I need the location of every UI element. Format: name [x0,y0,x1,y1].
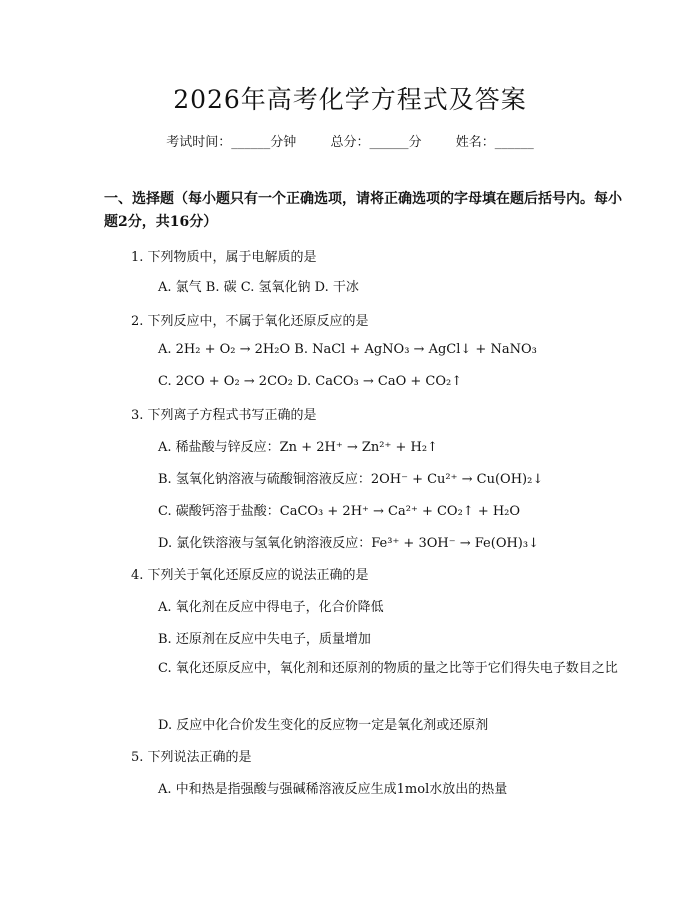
question-stem: 1. 下列物质中，属于电解质的是 [131,250,317,265]
question-option: D. 反应中化合价发生变化的反应物一定是氧化剂或还原剂 [158,718,489,733]
section-heading: 一、选择题（每小题只有一个正确选项，请将正确选项的字母填在题后括号内。每小题2分，共16分） [104,191,622,230]
question-option: A. 中和热是指强酸与强碱稀溶液反应生成1mol水放出的热量 [158,782,508,797]
exam-time: 考试时间：______分钟 [166,135,297,150]
question-stem: 2. 下列反应中，不属于氧化还原反应的是 [131,314,369,329]
question-stem: 3. 下列离子方程式书写正确的是 [131,408,317,423]
question-option: D. 氯化铁溶液与氢氧化钠溶液反应：Fe³⁺ + 3OH⁻ → Fe(OH)₃↓ [158,536,539,551]
total-score: 总分：______分 [330,135,422,150]
question-option: C. 氧化还原反应中，氧化剂和还原剂的物质的量之比等于它们得失电子数目之比 [158,661,618,676]
question-option: A. 2H₂ + O₂ → 2H₂O B. NaCl + AgNO₃ → AgCl↓ + NaNO₃ [158,342,537,357]
student-name: 姓名：______ [455,135,534,150]
question-option: C. 碳酸钙溶于盐酸：CaCO₃ + 2H⁺ → Ca²⁺ + CO₂↑ + H₂O [158,504,521,519]
exam-meta [0,131,700,150]
document-title: 2026年高考化学方程式及答案 [173,85,527,114]
question-option: A. 稀盐酸与锌反应：Zn + 2H⁺ → Zn²⁺ + H₂↑ [158,440,438,455]
question-option: C. 2CO + O₂ → 2CO₂ D. CaCO₃ → CaO + CO₂↑ [158,374,463,389]
question-option: A. 氧化剂在反应中得电子，化合价降低 [158,600,384,615]
question-stem: 5. 下列说法正确的是 [131,750,252,765]
question-option: B. 还原剂在反应中失电子，质量增加 [158,632,371,647]
question-stem: 4. 下列关于氧化还原反应的说法正确的是 [131,568,369,583]
question-option: A. 氯气 B. 碳 C. 氢氧化钠 D. 干冰 [158,280,359,295]
question-option: B. 氢氧化钠溶液与硫酸铜溶液反应：2OH⁻ + Cu²⁺ → Cu(OH)₂↓ [158,472,544,487]
